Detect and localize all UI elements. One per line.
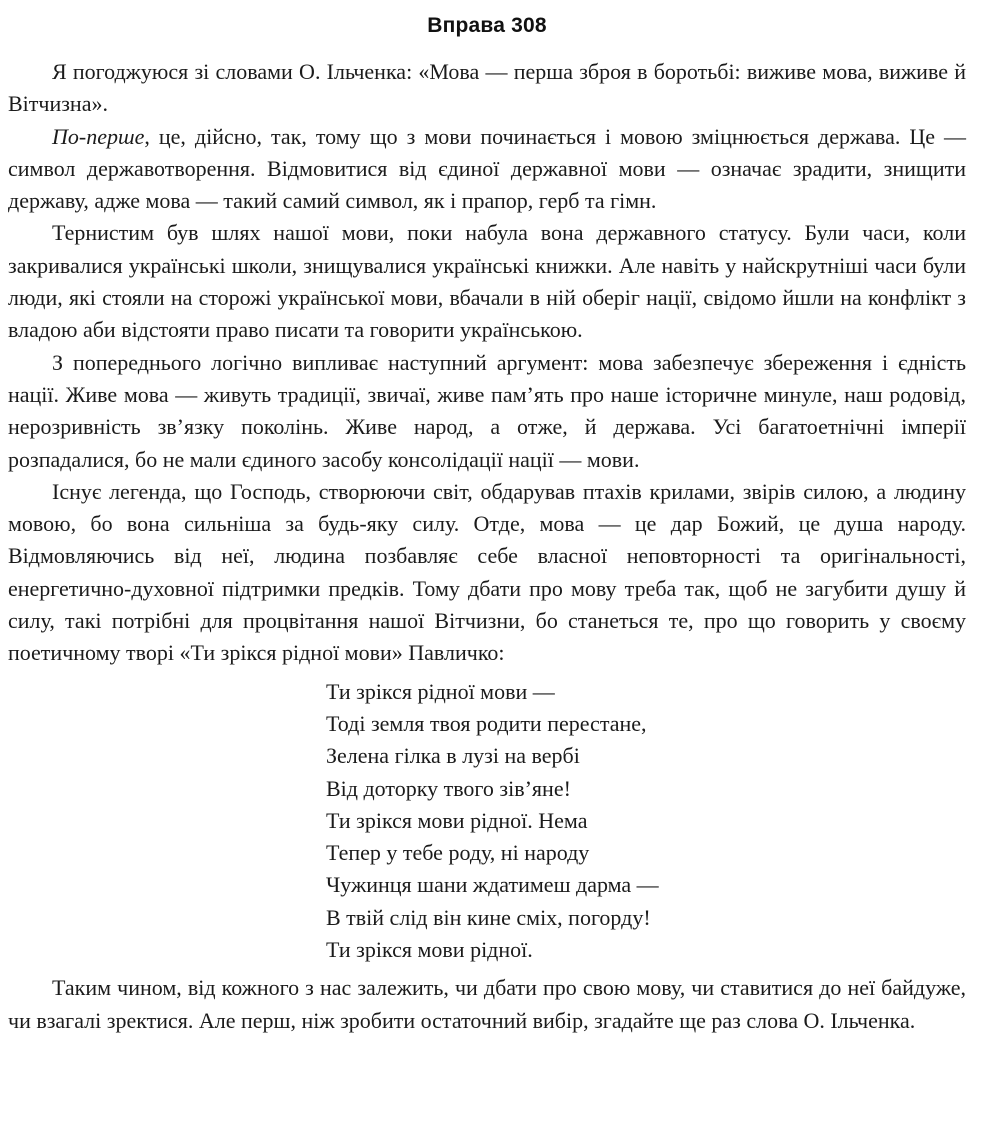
paragraph-4: [8, 347, 966, 476]
conclusion-paragraph: [8, 972, 966, 1037]
paragraph-1-text: Я погоджуюся зі словами О. Ільченка: «Мова — перша зброя в боротьбі: виживе мова, виживе й Вітчизна».: [8, 59, 966, 117]
poem-line: Від доторку твого зів’яне!: [326, 775, 571, 801]
poem-line: Ти зрікся мови рідної. Нема: [326, 807, 588, 833]
paragraph-1: [8, 56, 966, 121]
poem-line: Чужинця шани ждатимеш дарма —: [326, 872, 659, 898]
poem-line: Ти зрікся мови рідної.: [326, 937, 533, 963]
poem-line: Ти зрікся рідної мови —: [326, 678, 555, 704]
conclusion-text: Таким чином, від кожного з нас залежить, чи дбати про свою мову, чи ставитися до неї байдуже, чи взагалі зректися. Але перш, ніж зробити остаточний вибір, згадайте ще раз слова О. Ільченка.: [8, 975, 966, 1033]
paragraph-2-lead: По-перше: [52, 123, 145, 149]
paragraph-4-text: З попереднього логічно випливає наступний аргумент: мова забезпечує збереження і єдність нації. Живе мова — живуть традиції, звичаї, живе пам’ять про наше історичне минуле, наш родовід, нерозривність зв’язку поколінь. Живе народ, а отже, й держава. Усі багатоетнічні імперії розпадалися, бо не мали єдиного засобу консолідації нації — мови.: [8, 349, 966, 472]
poem-line: В твій слід він кине сміх, погорду!: [326, 904, 651, 930]
poem-quote: [326, 676, 966, 967]
paragraph-3: [8, 217, 966, 346]
paragraph-2-text: , це, дійсно, так, тому що з мови починається і мовою зміцнюється держава. Це — символ державотворення. Відмовитися від єдиної державної мови — означає зрадити, знищити державу, адже мова — такий самий символ, як і прапор, герб та гімн.: [8, 123, 966, 214]
paragraph-5-text: Існує легенда, що Господь, створюючи світ, обдарував птахів крилами, звірів силою, а людину мовою, бо вона сильніша за будь-яку силу. Отде, мова — це дар Божий, це душа народу. Відмовляючись від неї, людина позбавляє себе власної неповторності та оригінальності, енергетично-духовної підтримки предків. Тому дбати про мову треба так, щоб не загубити душу й силу, такі потрібні для процвітання нашої Вітчизни, бо станеться те, про що говорить у своєму поетичному творі «Ти зрікся рідної мови» Павличко:: [8, 478, 966, 666]
poem-line: Зелена гілка в лузі на вербі: [326, 743, 580, 769]
essay-body: [8, 56, 966, 1037]
poem-line: Тоді земля твоя родити перестане,: [326, 710, 647, 736]
paragraph-5: [8, 476, 966, 670]
paragraph-2: [8, 121, 966, 218]
paragraph-3-text: Тернистим був шлях нашої мови, поки набула вона державного статусу. Були часи, коли закривалися українські школи, знищувалися українські книжки. Але навіть у найскрутніші часи були люди, які стояли на сторожі української мови, вбачали в ній оберіг нації, свідомо йшли на конфлікт з владою аби відстояти право писати та говорити українською.: [8, 220, 966, 343]
exercise-title: Вправа 308: [427, 14, 547, 37]
poem-line: Тепер у тебе роду, ні народу: [326, 840, 590, 866]
